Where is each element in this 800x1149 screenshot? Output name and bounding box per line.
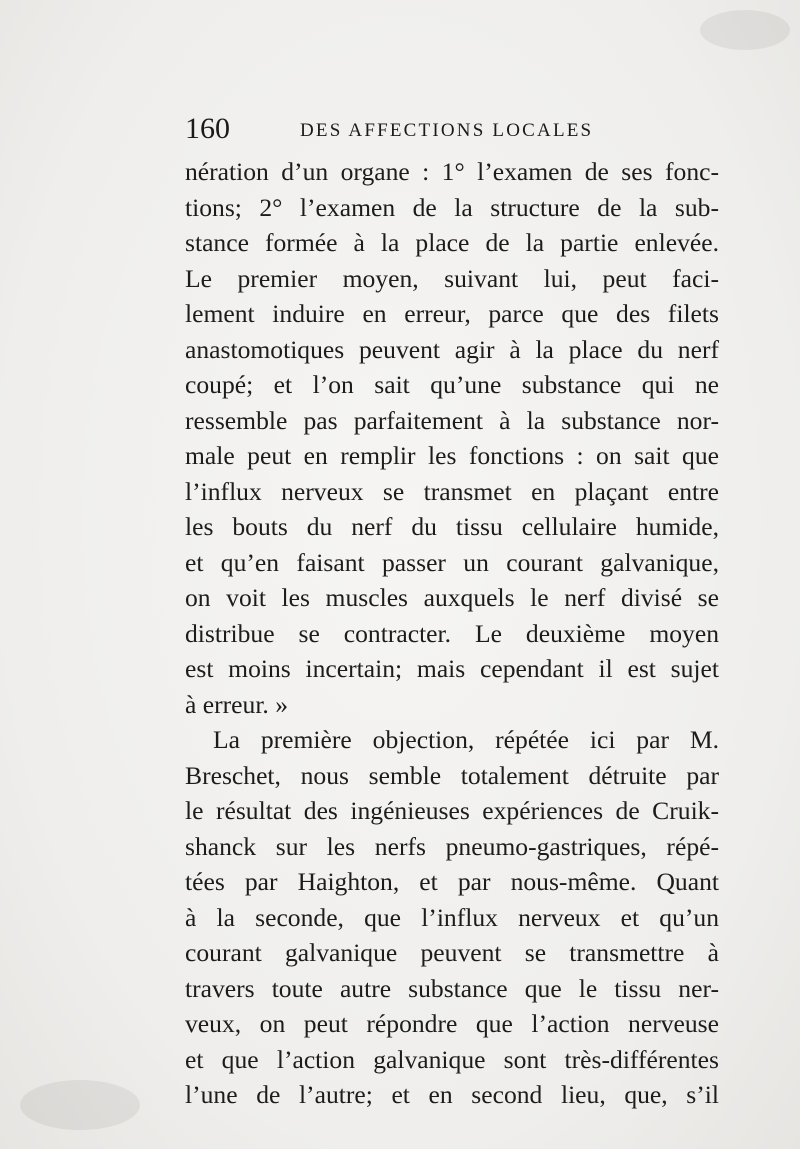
text-line: La première objection, répétée ici par M. xyxy=(213,725,719,754)
text-line: le résultat des ingénieuses expériences de Cruik- xyxy=(185,796,719,825)
text-line: est moins incertain; mais cependant il est sujet xyxy=(185,654,719,683)
page-number: 160 xyxy=(185,112,230,145)
text-line: shanck sur les nerfs pneumo-gastriques, répé- xyxy=(185,831,719,861)
text-line: et que l’action galvanique sont très-différentes xyxy=(185,1044,719,1074)
text-line: travers toute autre substance que le tissu ner- xyxy=(185,973,719,1003)
text-line: l’influx nerveux se transmet en plaçant entre xyxy=(185,476,719,506)
text-line: male peut en remplir les fonctions : on sait que xyxy=(185,441,719,470)
text-line: distribue se contracter. Le deuxième moyen xyxy=(185,618,719,648)
text-line: stance formée à la place de la partie enlevée. xyxy=(185,228,719,257)
text-line: on voit les muscles auxquels le nerf divisé se xyxy=(185,583,719,612)
text-line: ressemble pas parfaitement à la substance nor- xyxy=(185,405,719,435)
text-line: courant galvanique peuvent se transmettre à xyxy=(185,938,719,967)
paper-stain xyxy=(700,10,790,50)
text-line: tions; 2° l’examen de la structure de la sub- xyxy=(185,192,719,222)
text-line: à erreur. » xyxy=(185,689,289,719)
paper-stain xyxy=(20,1080,140,1130)
text-line: Le premier moyen, suivant lui, peut faci- xyxy=(185,263,719,293)
running-head: DES AFFECTIONS LOCALES xyxy=(300,120,594,141)
text-line: coupé; et l’on sait qu’une substance qui ne xyxy=(185,370,719,399)
text-line: les bouts du nerf du tissu cellulaire humide, xyxy=(185,512,719,541)
text-line: veux, on peut répondre que l’action nerveuse xyxy=(185,1009,719,1038)
text-line: lement induire en erreur, parce que des filets xyxy=(185,299,719,328)
text-line: nération d’un organe : 1° l’examen de ses fonc- xyxy=(185,157,719,186)
text-line: anastomotiques peuvent agir à la place du nerf xyxy=(185,334,719,364)
text-line: à la seconde, que l’influx nerveux et qu’un xyxy=(185,902,719,932)
text-line: l’une de l’autre; et en second lieu, que, s’il xyxy=(185,1080,719,1109)
text-line: et qu’en faisant passer un courant galvanique, xyxy=(185,547,719,577)
text-line: Breschet, nous semble totalement détruite par xyxy=(185,760,719,790)
text-line: tées par Haighton, et par nous-même. Quant xyxy=(185,867,719,896)
body-text xyxy=(185,154,719,1113)
page-header xyxy=(185,112,725,146)
